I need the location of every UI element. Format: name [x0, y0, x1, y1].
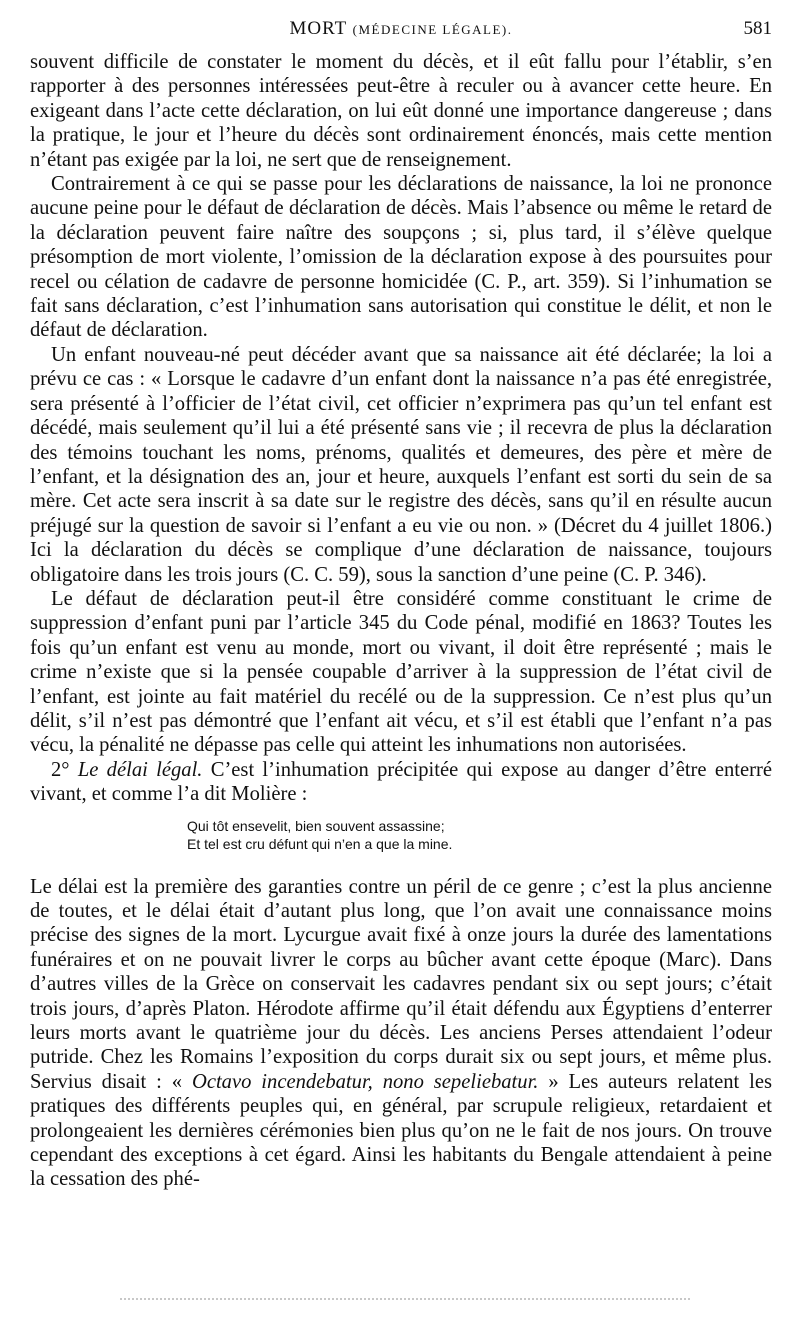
running-header: [30, 18, 772, 50]
header-subtitle: (MÉDECINE LÉGALE).: [352, 22, 513, 37]
body-text: [30, 50, 772, 1192]
section-heading: Le délai légal.: [77, 758, 203, 781]
book-page: [30, 18, 772, 1192]
verse-quote: [187, 817, 772, 853]
paragraph-2: Contrairement à ce qui se passe pour les déclarations de naissance, la loi ne prononce aucune peine pour le défaut de déclaration de décès. Mais l’absence ou même le retard de la déclaration peuvent faire naître des soupçons ; si, plus tard, il s’élève quelque présomption de mort violente, l’omission de la déclaration expose à des poursuites pour recel ou célation de cadavre de personne homicidée (C. P., art. 359). Si l’inhumation se fait sans déclaration, c’est l’inhumation sans autorisation qui constitue le délit, et non le défaut de déclaration.: [30, 173, 772, 342]
paragraph-6-end: » Les auteurs relatent les pratiques des différents peuples qui, en général, par scrupule religieux, retardaient et prolongeaient les dernières cérémonies bien plus qu’on ne le fait de nos jours. On trouve cependant des exceptions à cet égard. Ainsi les habitants du Bengale attendaient à peine la cessation des phé-: [30, 1070, 772, 1191]
page-number: 581: [743, 18, 772, 39]
verse-line-2: Et tel est cru défunt qui n’en a que la mine.: [187, 835, 453, 852]
footer-rule: [120, 1298, 690, 1300]
paragraph-5: [30, 758, 772, 807]
verse-line-1: Qui tôt ensevelit, bien souvent assassine;: [187, 817, 445, 834]
paragraph-6-start: Le délai est la première des garanties contre un péril de ce genre ; c’est la plus ancienne de toutes, et le délai était d’autant plus long, que l’on avait une connaissance moins précise des signes de la mort. Lycurgue avait fixé à onze jours la durée des lamentations funéraires et on ne pouvait livrer le corps au bûcher avant cette époque (Marc). Dans d’autres villes de la Grèce on conservait les cadavres pendant six ou sept jours; c’était trois jours, d’après Platon. Hérodote affirme qu’il était défendu aux Égyptiens d’enterrer leurs morts avant le quatrième jour du décès. Les anciens Perses attendaient l’odeur putride. Chez les Romains l’exposition du corps durait six ou sept jours, et même plus. Servius disait : «: [30, 875, 772, 1093]
latin-quote: Octavo incendebatur, nono sepeliebatur.: [191, 1070, 539, 1093]
paragraph-6: [30, 875, 772, 1192]
paragraph-5-text: C’est l’inhumation précipitée qui expose au danger d’être enterré vivant, et comme l’a dit Molière :: [30, 758, 772, 806]
header-title: MORT: [289, 18, 347, 39]
section-number: 2°: [51, 758, 70, 781]
paragraph-4: Le défaut de déclaration peut-il être considéré comme constituant le crime de suppression d’enfant puni par l’article 345 du Code pénal, modifié en 1863? Toutes les fois qu’un enfant est venu au monde, mort ou vivant, il doit être représenté ; mais le crime n’existe que si la pensée coupable d’arriver à la suppression de l’état civil de l’enfant, est jointe au fait matériel du recélé ou de la suppression. Ce n’est plus qu’un délit, s’il n’est pas démontré que l’enfant ait vécu, et s’il est établi que l’enfant n’a pas vécu, la pénalité ne dépasse pas celle qui atteint les inhumations non autorisées.: [30, 587, 772, 757]
paragraph-1: souvent difficile de constater le moment du décès, et il eût fallu pour l’établir, s’en rapporter à des personnes intéressées peut-être à reculer ou à avancer cette heure. En exigeant dans l’acte cette déclaration, on lui eût donné une importance dangereuse ; dans la pratique, le jour et l’heure du décès sont ordinairement énoncés, mais cette mention n’étant pas exigée par la loi, ne sert que de renseignement.: [30, 51, 772, 171]
running-title: [30, 18, 772, 40]
paragraph-3: Un enfant nouveau-né peut décéder avant que sa naissance ait été déclarée; la loi a prévu ce cas : « Lorsque le cadavre d’un enfant dont la naissance n’a pas été enregistrée, sera présenté à l’officier de l’état civil, cet officier n’exprimera pas qu’un tel enfant est décédé, mais seulement qu’il lui a été présenté sans vie ; il recevra de plus la déclaration des témoins touchant les noms, prénoms, qualités et demeures, des père et mère de l’enfant, et la désignation des an, jour et heure, auxquels l’enfant est sorti du sein de sa mère. Cet acte sera inscrit à sa date sur le registre des décès, sans qu’il en résulte aucun préjugé sur la question de savoir si l’enfant a eu vie ou non. » (Décret du 4 juillet 1806.) Ici la déclaration du décès se complique d’une déclaration de naissance, toujours obligatoire dans les trois jours (C. C. 59), sous la sanction d’une peine (C. P. 346).: [30, 343, 772, 586]
